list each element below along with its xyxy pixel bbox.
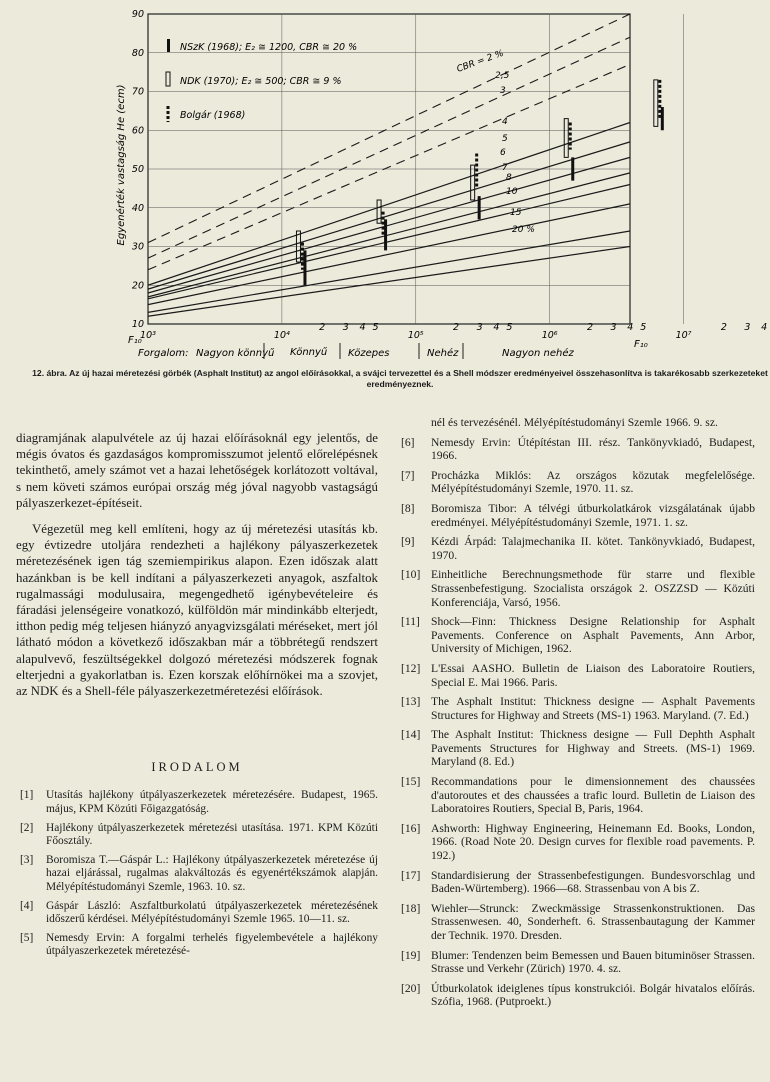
- reference-item: [395, 502, 755, 529]
- reference-text: Standardisierung der Strassenbefestigungen. Bundesvorschlag und Baden-Würtemberg). 1966—68. Strassenbau von A bis Z.: [431, 868, 755, 896]
- reference-number: [10]: [401, 568, 421, 582]
- x-tick-labels: [140, 322, 767, 341]
- legend-item-bolgar: Bolgár (1968): [180, 110, 246, 121]
- references-list-left: [16, 789, 378, 959]
- curve-label: 20 %: [512, 225, 535, 235]
- curve-label: CBR = 2 %: [455, 48, 506, 75]
- x-tick-label: 10⁵: [407, 330, 424, 341]
- reference-number: [9]: [401, 535, 415, 549]
- reference-text: Recommandations pour le dimensionnement des chaussées d'autoroutes et des chaussées a trafic lourd. Bulletin de Liaison des Laboratoires Routiers, Special B, Paris, 1964.: [431, 775, 755, 816]
- y-tick-label: 30: [131, 241, 144, 253]
- reference-5-continuation: nél és tervezésénél. Mélyépítéstudományi Szemle 1966. 9. sz.: [431, 416, 718, 429]
- y-tick-labels: [132, 9, 144, 330]
- x-tick-label: 10⁴: [273, 330, 290, 341]
- curve-label: 6: [500, 148, 506, 158]
- curve-label: 3: [500, 86, 506, 96]
- left-column: [16, 430, 378, 964]
- reference-number: [15]: [401, 775, 421, 789]
- reference-number: [3]: [20, 853, 34, 866]
- ndk-marker: [654, 80, 658, 127]
- reference-item: [395, 535, 755, 562]
- y-tick-label: 20: [131, 280, 144, 292]
- reference-item: [395, 822, 755, 863]
- reference-text: The Asphalt Institut: Thickness designe — Full Dephth Asphalt Pavements Structures for Highway and Streets. (MS-1) 1969. Maryland (8. Ed.): [431, 728, 755, 769]
- x-tick-label: 5: [506, 322, 513, 333]
- curve-label: 15: [510, 208, 522, 218]
- x-tick-label: 3: [744, 322, 751, 333]
- nszk-marker: [478, 196, 481, 219]
- reference-item: [395, 469, 755, 496]
- curve-label: 8: [506, 173, 512, 183]
- design-curve: [148, 142, 630, 289]
- reference-number: [20]: [401, 981, 421, 995]
- reference-item: [395, 568, 755, 609]
- design-curve: [148, 123, 630, 286]
- reference-number: [12]: [401, 661, 421, 675]
- reference-number: [1]: [20, 789, 34, 802]
- reference-text: Boromisza Tibor: A télvégi útburkolatkárok vizsgálatának újabb eredményei. Mélyépítéstudományi Szemle, 1971. 1. sz.: [431, 501, 755, 529]
- curve-label: 5: [502, 134, 508, 144]
- reference-number: [19]: [401, 948, 421, 962]
- reference-item: [395, 775, 755, 816]
- design-curve: [148, 173, 630, 297]
- reference-number: [2]: [20, 821, 34, 834]
- x-tick-label: 4: [359, 322, 366, 333]
- x-tick-label: 10³: [140, 330, 156, 341]
- x-tick-label: 2: [586, 322, 593, 333]
- figure-caption: 12. ábra. Az új hazai méretezési görbék (Asphalt Institut) az angol előírásokkal, a svájci tervezettel és a Shell módszer eredményeivel összehasonlítva is takarékosabb szerkezeteket eredményeznek.: [32, 368, 768, 389]
- references-list-right: [395, 436, 755, 1009]
- nszk-marker: [571, 157, 574, 180]
- curve-label: 2,5: [495, 71, 510, 81]
- design-curves: [148, 123, 630, 317]
- reference-text: Gáspár László: Aszfaltburkolatú útpályaszerkezetek méretezésének időszerű kérdései. Mélyépítéstudományi Szemle 1965. 10—11. sz.: [46, 899, 378, 926]
- y-tick-label: 80: [131, 47, 144, 59]
- y-tick-label: 70: [131, 86, 144, 98]
- reference-text: Nemesdy Ervin: Útépítéstan III. rész. Tankönyvkiadó, Budapest, 1966.: [431, 435, 755, 463]
- reference-text: Boromisza T.—Gáspár L.: Hajlékony útpályaszerkezetek méretezése új hazai eljárással, rugalmas alakváltozás és egyenértékszámok alapján. Mélyépítéstudományi Szemle, 1963. 10. sz.: [46, 853, 378, 894]
- reference-item: [16, 822, 378, 849]
- legend-item-nszk: NSzK (1968); E₂ ≅ 1200, CBR ≅ 20 %: [180, 42, 358, 53]
- traffic-class-2: Könnyű: [290, 347, 328, 358]
- legend: [166, 39, 357, 122]
- reference-item: [395, 662, 755, 689]
- reference-text: L'Essai AASHO. Bulletin de Liaison des Laboratoire Routiers, Special E. Mai 1966. Paris.: [431, 661, 755, 689]
- design-curve: [148, 231, 630, 312]
- reference-text: Procházka Miklós: Az országos közutak megfelelősége. Mélyépítéstudományi Szemle, 1970. 11. sz.: [431, 468, 755, 496]
- reference-item: [395, 615, 755, 656]
- reference-text: Kézdi Árpád: Talajmechanika II. kötet. Tankönyvkiadó, Budapest, 1970.: [431, 535, 755, 562]
- x-tick-label: 3: [610, 322, 617, 333]
- ndk-marker: [471, 165, 475, 200]
- x-tick-label: 10⁷: [675, 330, 692, 341]
- traffic-class-5: Nagyon nehéz: [502, 348, 574, 359]
- reference-text: Hajlékony útpályaszerkezetek méretezési utasítása. 1971. KPM Közúti Főosztály.: [46, 821, 378, 848]
- reference-number: [4]: [20, 899, 34, 912]
- y-tick-label: 90: [131, 9, 144, 20]
- reference-item: [395, 949, 755, 976]
- reference-number: [5]: [20, 931, 34, 944]
- reference-text: The Asphalt Institut: Thickness designe — Asphalt Pavements Structures for Highway and Streets (MS-1) 1963. Maryland. (7. Ed.): [431, 695, 755, 722]
- reference-item: [16, 932, 378, 959]
- curve-label: 7: [502, 163, 508, 173]
- right-column: [395, 416, 755, 1015]
- x-tick-label: 4: [627, 322, 634, 333]
- reference-item: [16, 789, 378, 816]
- reference-number: [7]: [401, 468, 415, 482]
- curve-label: 10: [506, 187, 518, 197]
- reference-number: [13]: [401, 695, 421, 709]
- x-tick-label: 10⁶: [541, 330, 558, 341]
- reference-item: [395, 695, 755, 722]
- dashed-design-curve: [148, 64, 630, 269]
- ndk-marker: [377, 200, 381, 223]
- reference-item: [395, 902, 755, 943]
- reference-number: [14]: [401, 728, 421, 742]
- reference-text: Wiehler—Strunck: Zweckmässige Strassenkonstruktionen. Das Strassenwesen. 40, Sonderheft. 6. Strassenbautagung der Kammer der Technik. 1970. Dresden.: [431, 901, 755, 942]
- x-tick-label: 4: [761, 322, 768, 333]
- traffic-class-3: Közepes: [348, 348, 390, 359]
- result-markers: [296, 80, 663, 285]
- reference-text: Shock—Finn: Thickness Designe Relationship for Asphalt Pavements. Conference on Asphalt Pavements, Ann Arbor, University of Michigen, 1962.: [431, 615, 755, 656]
- curve-label: 4: [502, 117, 508, 127]
- ndk-marker: [564, 119, 568, 158]
- reference-item: [395, 728, 755, 769]
- reference-number: [18]: [401, 901, 421, 915]
- references-heading: IRODALOM: [151, 760, 243, 775]
- x-tick-label: 3: [476, 322, 483, 333]
- x-tick-label: 5: [372, 322, 379, 333]
- reference-text: Nemesdy Ervin: A forgalmi terhelés figyelembevétele a hajlékony útpályaszerkezetek méretezésé-: [46, 931, 378, 958]
- reference-number: [16]: [401, 821, 421, 835]
- reference-text: Blumer: Tendenzen beim Bemessen und Bauen bituminöser Strassen. Strasse und Verkehr (Zürich) 1970. 4. sz.: [431, 948, 755, 976]
- traffic-class-1: Nagyon könnyű: [196, 348, 275, 359]
- reference-text: Utasítás hajlékony útpályaszerkezetek méretezésére. Budapest, 1965. május, KPM Közúti Főigazgatóság.: [46, 789, 378, 816]
- x-tick-label: 4: [493, 322, 500, 333]
- reference-item: [16, 900, 378, 927]
- traffic-label: Forgalom:: [138, 348, 189, 359]
- reference-text: Ashworth: Highway Engineering, Heinemann Ed. Books, London, 1966. (Road Note 20. Design curves for flexible road pavements. P. 192.): [431, 821, 755, 863]
- design-curve-figure: [0, 0, 768, 395]
- x-tick-label: 2: [319, 322, 326, 333]
- reference-number: [8]: [401, 501, 415, 515]
- x-tick-label: 5: [640, 322, 647, 333]
- x-tick-label: 3: [342, 322, 349, 333]
- y-tick-label: 60: [131, 125, 144, 137]
- reference-text: Útburkolatok ideiglenes típus konstrukciói. Bolgár hivatalos előírás. Szófia, 1968. (Putproekt.): [431, 981, 755, 1009]
- x-axis-left-label: F₁₀: [128, 335, 142, 346]
- paragraph-1: diagramjának alapulvétele az új hazai előírásoknál egy jelentős, de mégis óvatos és gazdaságos kompromisszumot jelentő előrelépésnek tekinthető, amely számot vet a hazai lehetőségek korlátozott voltával, s nem követi számos európai ország még jóval nagyobb vastagságú pályaszerkezet-építéseit.: [16, 431, 378, 510]
- traffic-class-4: Nehéz: [427, 348, 459, 359]
- y-tick-label: 40: [131, 202, 144, 214]
- reference-text: Einheitliche Berechnungsmethode für starre und flexible Strassenbefestigung. Szocialista országok 2. OSZZSD — Közúti Konferenciája, Varsó, 1956.: [431, 568, 755, 609]
- y-tick-label: 10: [131, 319, 144, 330]
- paragraph-2: Végezetül meg kell említeni, hogy az új méretezési utasítás kb. egy évtizedre utoljára rendezheti a hajlékony pályaszerkezetek méretezésének igen tág szemiempirikus alapon. Ezen időszak alatt hazánkban is be kell indítani a pályaszerkezeti anyagok, aszfaltok rugalmassági modulusaira, megengedhető igénybevételeire és fáradási jelenségeire vonatkozó, külföldön már mindinkább elterjedt, itthon pedig még teljesen hiányzó anyagvizsgálati méréseket, mert jól látható módon a következő időszakban már a többrétegű rendszert alapulvevő, feszültségekkel dolgozó méretezési módszerek fognak elterjedni a gyakorlatban is. Ezen korszak előhírnökei ma a szovjet, az NDK és a Shell-féle pályaszerkezetméretezési előírások.: [16, 522, 378, 699]
- reference-item: [395, 982, 755, 1009]
- y-tick-label: 50: [131, 164, 144, 175]
- legend-item-ndk: NDK (1970); E₂ ≅ 500; CBR ≅ 9 %: [180, 76, 342, 87]
- reference-number: [17]: [401, 868, 421, 882]
- x-tick-label: 2: [453, 322, 460, 333]
- y-axis-title: Egyenérték vastagság He (ecm): [116, 84, 127, 246]
- reference-number: [6]: [401, 435, 415, 449]
- reference-item: [16, 854, 378, 895]
- design-curve: [148, 204, 630, 305]
- reference-item: [395, 869, 755, 896]
- x-tick-label: 2: [720, 322, 727, 333]
- reference-number: [11]: [401, 615, 420, 629]
- reference-item: [395, 436, 755, 463]
- x-axis-right-label: F₁₀: [634, 339, 648, 350]
